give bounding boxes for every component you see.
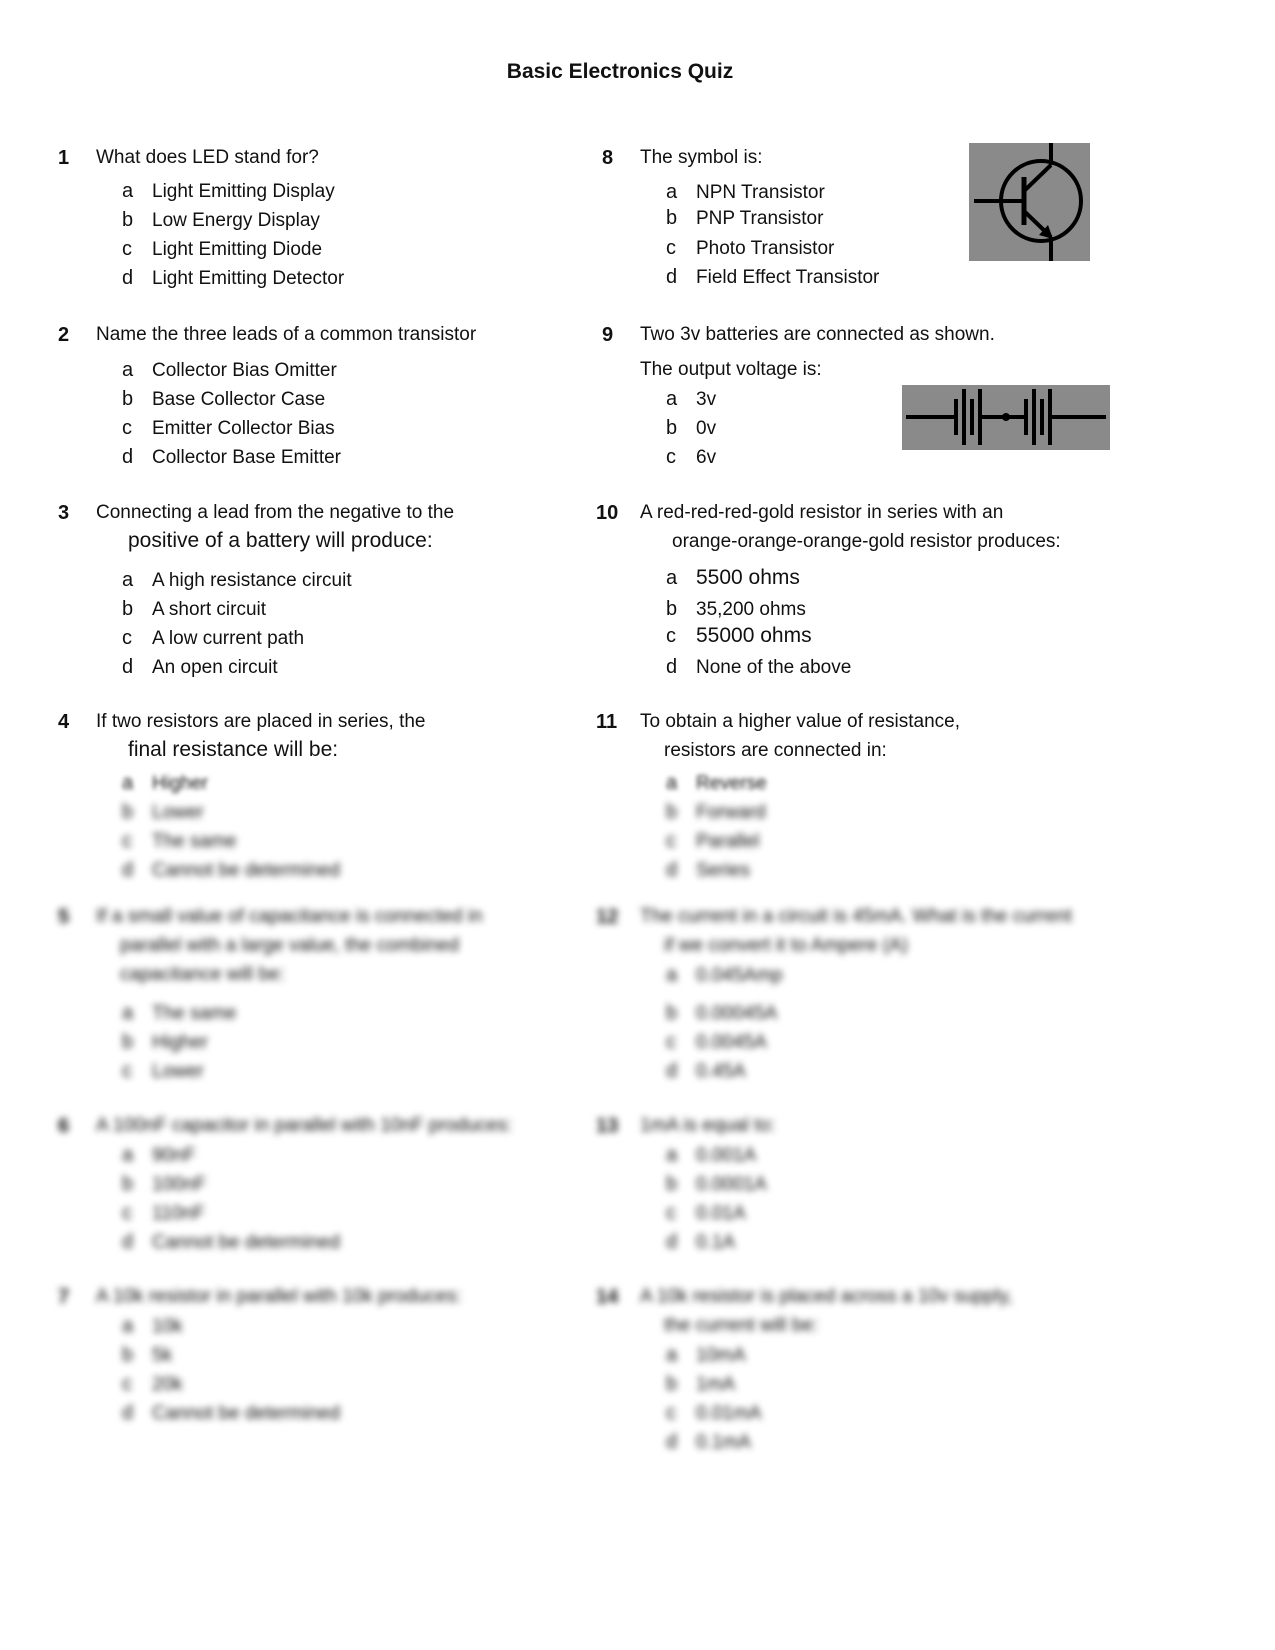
- question-number: 7: [58, 1286, 70, 1308]
- question-text: The symbol is:: [640, 147, 763, 168]
- option-b[interactable]: b 0.0001A: [666, 1173, 767, 1195]
- npn-transistor-symbol-icon: [969, 143, 1090, 261]
- question-number: 13: [596, 1115, 619, 1137]
- batteries-series-symbol-icon: [902, 385, 1110, 450]
- option-b[interactable]: b PNP Transistor: [666, 207, 824, 229]
- question-number: 12: [596, 906, 619, 928]
- option-c[interactable]: c Light Emitting Diode: [122, 238, 323, 260]
- question-text: Name the three leads of a common transistor: [96, 324, 477, 345]
- question-text-line-2: if we convert it to Ampere (A): [664, 935, 908, 956]
- question-text: To obtain a higher value of resistance,: [640, 711, 961, 732]
- option-a[interactable]: a 0.045Amp: [666, 964, 783, 986]
- question-number: 9: [602, 324, 614, 346]
- option-c[interactable]: c Emitter Collector Bias: [122, 417, 335, 439]
- option-d[interactable]: d Cannot be determined: [122, 1402, 341, 1424]
- option-b[interactable]: b 35,200 ohms: [666, 598, 806, 620]
- question-text: A 10k resistor is placed across a 10v supply,: [640, 1286, 1013, 1307]
- option-c[interactable]: c Lower: [122, 1060, 204, 1082]
- option-d[interactable]: d 0.1mA: [666, 1431, 751, 1453]
- option-d[interactable]: d Cannot be determined: [122, 859, 341, 881]
- question-number: 2: [58, 324, 70, 346]
- question-text: A red-red-red-gold resistor in series with an: [640, 502, 1004, 523]
- option-b[interactable]: b 1mA: [666, 1373, 736, 1395]
- option-b[interactable]: b 0v: [666, 417, 717, 439]
- question-text-line-2: orange-orange-orange-gold resistor produces:: [672, 531, 1061, 552]
- question-text: If a small value of capacitance is connected in: [96, 906, 483, 927]
- option-a[interactable]: a Reverse: [666, 772, 767, 794]
- option-d[interactable]: d None of the above: [666, 656, 852, 678]
- question-text: If two resistors are placed in series, the: [96, 711, 426, 732]
- question-text: The current in a circuit is 45mA. What is the current: [640, 906, 1072, 927]
- option-b[interactable]: b Low Energy Display: [122, 209, 320, 231]
- question-text: Connecting a lead from the negative to the: [96, 502, 455, 523]
- question-text: A 10k resistor in parallel with 10k produces:: [96, 1286, 462, 1307]
- question-text-line-2: resistors are connected in:: [664, 740, 887, 761]
- option-a[interactable]: a Collector Bias Omitter: [122, 359, 337, 381]
- question-number: 4: [58, 711, 70, 733]
- question-text: A 100nF capacitor in parallel with 10nF produces:: [96, 1115, 513, 1136]
- option-d[interactable]: d An open circuit: [122, 656, 278, 678]
- option-a[interactable]: a NPN Transistor: [666, 181, 825, 203]
- question-text: Two 3v batteries are connected as shown.: [640, 324, 995, 345]
- question-text: What does LED stand for?: [96, 147, 319, 168]
- question-text-line-2: The output voltage is:: [640, 359, 822, 380]
- option-c[interactable]: c 0.0045A: [666, 1031, 767, 1053]
- option-c[interactable]: c Parallel: [666, 830, 760, 852]
- question-number: 10: [596, 502, 619, 524]
- option-c[interactable]: c The same: [122, 830, 237, 852]
- option-b[interactable]: b 0.00045A: [666, 1002, 778, 1024]
- option-d[interactable]: d Cannot be determined: [122, 1231, 341, 1253]
- option-a[interactable]: a The same: [122, 1002, 237, 1024]
- question-number: 6: [58, 1115, 70, 1137]
- question-text-line-3: capacitance will be:: [120, 964, 285, 985]
- question-number: 3: [58, 502, 70, 524]
- question-number: 14: [596, 1286, 619, 1308]
- question-text-line-2: final resistance will be:: [128, 738, 339, 761]
- option-a[interactable]: a 3v: [666, 388, 717, 410]
- option-a[interactable]: a 10mA: [666, 1344, 746, 1366]
- question-text-line-2: parallel with a large value, the combined: [120, 935, 460, 956]
- option-d[interactable]: d 0.45A: [666, 1060, 746, 1082]
- option-c[interactable]: c 0.01A: [666, 1202, 746, 1224]
- option-a[interactable]: a A high resistance circuit: [122, 569, 352, 591]
- option-c[interactable]: c Photo Transistor: [666, 237, 835, 259]
- option-b[interactable]: b Lower: [122, 801, 204, 823]
- option-a[interactable]: a Light Emitting Display: [122, 180, 335, 202]
- option-b[interactable]: b 5k: [122, 1344, 173, 1366]
- option-a[interactable]: a 90nF: [122, 1144, 196, 1166]
- option-d[interactable]: d Collector Base Emitter: [122, 446, 342, 468]
- option-d[interactable]: d Light Emitting Detector: [122, 267, 345, 289]
- page-title: Basic Electronics Quiz: [506, 60, 734, 83]
- option-c[interactable]: c 20k: [122, 1373, 183, 1395]
- option-c[interactable]: c 110nF: [122, 1202, 205, 1224]
- question-text-line-2: the current will be:: [664, 1315, 819, 1336]
- question-number: 5: [58, 906, 70, 928]
- option-a[interactable]: a Higher: [122, 772, 208, 794]
- option-b[interactable]: b A short circuit: [122, 598, 267, 620]
- option-d[interactable]: d Series: [666, 859, 750, 881]
- option-d[interactable]: d Field Effect Transistor: [666, 266, 880, 288]
- question-text-line-2: positive of a battery will produce:: [128, 529, 433, 552]
- option-c[interactable]: c A low current path: [122, 627, 305, 649]
- option-b[interactable]: b 100nF: [122, 1173, 206, 1195]
- question-number: 8: [602, 147, 614, 169]
- option-a[interactable]: a 0.001A: [666, 1144, 757, 1166]
- option-a[interactable]: a 10k: [122, 1315, 183, 1337]
- question-text: 1mA is equal to:: [640, 1115, 776, 1136]
- option-a[interactable]: a 5500 ohms: [666, 566, 800, 589]
- question-number: 11: [596, 711, 618, 733]
- option-c[interactable]: c 0.01mA: [666, 1402, 762, 1424]
- question-number: 1: [58, 147, 70, 169]
- option-b[interactable]: b Higher: [122, 1031, 208, 1053]
- option-c[interactable]: c 6v: [666, 446, 717, 468]
- option-b[interactable]: b Base Collector Case: [122, 388, 326, 410]
- option-b[interactable]: b Forward: [666, 801, 766, 823]
- option-c[interactable]: c 55000 ohms: [666, 624, 812, 647]
- option-d[interactable]: d 0.1A: [666, 1231, 736, 1253]
